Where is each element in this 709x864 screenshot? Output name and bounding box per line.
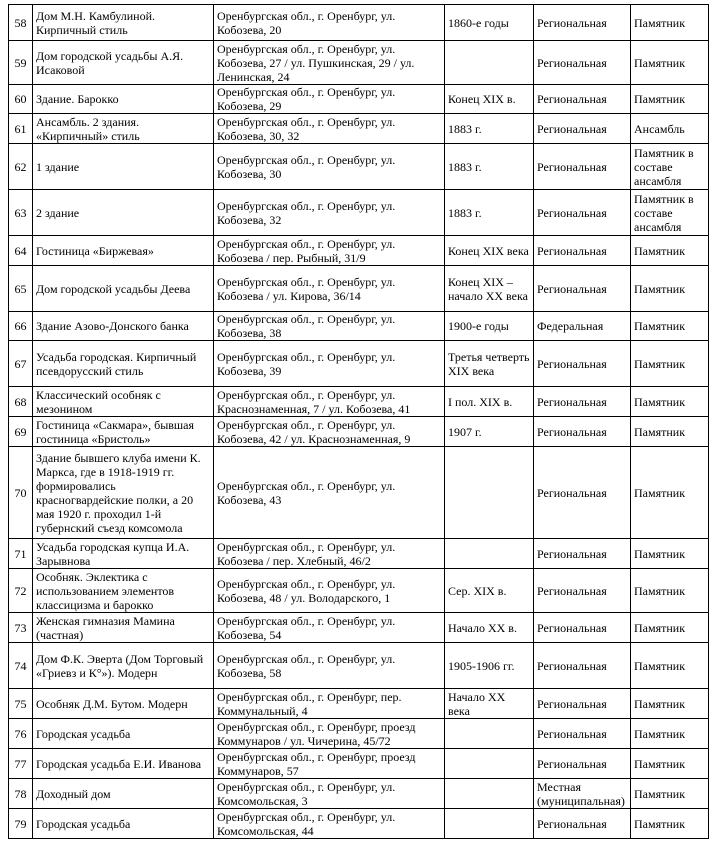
date-cell: 1860-е годы <box>445 5 534 41</box>
row-number-cell: 78 <box>9 779 33 809</box>
object-type-cell: Памятник <box>631 41 709 85</box>
object-name-cell: Особняк. Эклектика с использованием элементов классицизма и барокко <box>33 569 214 613</box>
category-cell: Региональная <box>534 417 631 447</box>
date-cell: Третья четверть XIX века <box>445 341 534 387</box>
date-cell <box>445 779 534 809</box>
table-row <box>9 85 709 114</box>
object-name-cell: Городская усадьба <box>33 719 214 749</box>
table-row <box>9 266 709 312</box>
table-row <box>9 749 709 779</box>
address-cell: Оренбургская обл., г. Оренбург, ул. Краснознаменная, 7 / ул. Кобозева, 41 <box>214 387 445 417</box>
category-cell: Региональная <box>534 144 631 190</box>
row-number-cell: 68 <box>9 387 33 417</box>
object-type-cell: Памятник <box>631 266 709 312</box>
object-type-cell: Памятник <box>631 387 709 417</box>
object-type-cell: Памятник <box>631 85 709 114</box>
table-row <box>9 387 709 417</box>
object-type-cell: Памятник <box>631 341 709 387</box>
date-cell: Конец XIX века <box>445 236 534 266</box>
address-cell: Оренбургская обл., г. Оренбург, ул. Кобозева, 30, 32 <box>214 114 445 144</box>
address-cell: Оренбургская обл., г. Оренбург, проезд Коммунаров, 57 <box>214 749 445 779</box>
object-name-cell: Особняк Д.М. Бутом. Модерн <box>33 689 214 719</box>
table-row <box>9 779 709 809</box>
object-name-cell: Ансамбль. 2 здания. «Кирпичный» стиль <box>33 114 214 144</box>
table-row <box>9 41 709 85</box>
date-cell <box>445 719 534 749</box>
date-cell: Начало XX века <box>445 689 534 719</box>
address-cell: Оренбургская обл., г. Оренбург, ул. Кобозева, 38 <box>214 312 445 341</box>
object-name-cell: Городская усадьба <box>33 809 214 839</box>
category-cell: Региональная <box>534 447 631 539</box>
row-number-cell: 72 <box>9 569 33 613</box>
table-row <box>9 809 709 839</box>
object-name-cell: Усадьба городская купца И.А. Зарывнова <box>33 539 214 569</box>
address-cell: Оренбургская обл., г. Оренбург, ул. Кобозева / пер. Рыбный, 31/9 <box>214 236 445 266</box>
object-type-cell: Памятник <box>631 779 709 809</box>
address-cell: Оренбургская обл., г. Оренбург, ул. Кобозева, 30 <box>214 144 445 190</box>
date-cell: 1883 г. <box>445 190 534 236</box>
address-cell: Оренбургская обл., г. Оренбург, ул. Кобозева, 54 <box>214 613 445 643</box>
date-cell: 1883 г. <box>445 114 534 144</box>
table-row <box>9 312 709 341</box>
category-cell: Региональная <box>534 809 631 839</box>
table-row <box>9 341 709 387</box>
address-cell: Оренбургская обл., г. Оренбург, ул. Комсомольская, 44 <box>214 809 445 839</box>
address-cell: Оренбургская обл., г. Оренбург, ул. Кобозева / ул. Кирова, 36/14 <box>214 266 445 312</box>
category-cell: Местная (муниципальная) <box>534 779 631 809</box>
object-name-cell: 2 здание <box>33 190 214 236</box>
object-name-cell: Дом Ф.К. Эверта (Дом Торговый «Гриевз и К°»). Модерн <box>33 643 214 689</box>
object-type-cell: Памятник <box>631 689 709 719</box>
category-cell: Региональная <box>534 341 631 387</box>
object-type-cell: Памятник <box>631 417 709 447</box>
object-type-cell: Ансамбль <box>631 114 709 144</box>
date-cell: 1900-е годы <box>445 312 534 341</box>
table-row <box>9 719 709 749</box>
row-number-cell: 63 <box>9 190 33 236</box>
row-number-cell: 69 <box>9 417 33 447</box>
address-cell: Оренбургская обл., г. Оренбург, ул. Кобозева, 27 / ул. Пушкинская, 29 / ул. Ленинская, 24 <box>214 41 445 85</box>
address-cell: Оренбургская обл., г. Оренбург, ул. Кобозева, 39 <box>214 341 445 387</box>
row-number-cell: 73 <box>9 613 33 643</box>
row-number-cell: 79 <box>9 809 33 839</box>
object-name-cell: Гостиница «Биржевая» <box>33 236 214 266</box>
date-cell <box>445 539 534 569</box>
category-cell: Региональная <box>534 114 631 144</box>
object-name-cell: Здание бывшего клуба имени К. Маркса, где в 1918-1919 гг. формировались красногвардейские полки, а 20 мая 1920 г. проходил 1-й губернский съезд комсомола <box>33 447 214 539</box>
object-name-cell: Доходный дом <box>33 779 214 809</box>
row-number-cell: 71 <box>9 539 33 569</box>
object-name-cell: Дом городской усадьбы А.Я. Исаковой <box>33 41 214 85</box>
object-name-cell: Дом М.Н. Камбулиной. Кирпичный стиль <box>33 5 214 41</box>
date-cell <box>445 447 534 539</box>
category-cell: Региональная <box>534 643 631 689</box>
address-cell: Оренбургская обл., г. Оренбург, ул. Кобозева, 20 <box>214 5 445 41</box>
category-cell: Региональная <box>534 613 631 643</box>
row-number-cell: 67 <box>9 341 33 387</box>
row-number-cell: 75 <box>9 689 33 719</box>
row-number-cell: 74 <box>9 643 33 689</box>
object-type-cell: Памятник <box>631 643 709 689</box>
table-row <box>9 689 709 719</box>
date-cell: I пол. XIX в. <box>445 387 534 417</box>
row-number-cell: 59 <box>9 41 33 85</box>
category-cell: Региональная <box>534 5 631 41</box>
category-cell: Региональная <box>534 236 631 266</box>
date-cell: Начало XX в. <box>445 613 534 643</box>
object-name-cell: Здание Азово-Донского банка <box>33 312 214 341</box>
category-cell: Региональная <box>534 190 631 236</box>
table-row <box>9 114 709 144</box>
row-number-cell: 77 <box>9 749 33 779</box>
table-row <box>9 144 709 190</box>
object-type-cell: Памятник <box>631 447 709 539</box>
object-type-cell: Памятник <box>631 613 709 643</box>
object-type-cell: Памятник <box>631 312 709 341</box>
object-name-cell: Классический особняк с мезонином <box>33 387 214 417</box>
object-name-cell: Гостиница «Сакмара», бывшая гостиница «Бристоль» <box>33 417 214 447</box>
table-row <box>9 447 709 539</box>
row-number-cell: 61 <box>9 114 33 144</box>
address-cell: Оренбургская обл., г. Оренбург, ул. Кобозева, 32 <box>214 190 445 236</box>
address-cell: Оренбургская обл., г. Оренбург, ул. Комсомольская, 3 <box>214 779 445 809</box>
table-row <box>9 569 709 613</box>
table-row <box>9 643 709 689</box>
category-cell: Региональная <box>534 387 631 417</box>
object-type-cell: Памятник в составе ансамбля <box>631 144 709 190</box>
category-cell: Региональная <box>534 41 631 85</box>
date-cell <box>445 41 534 85</box>
heritage-registry-table <box>8 4 709 839</box>
category-cell: Федеральная <box>534 312 631 341</box>
object-type-cell: Памятник в составе ансамбля <box>631 190 709 236</box>
address-cell: Оренбургская обл., г. Оренбург, ул. Кобозева, 48 / ул. Володарского, 1 <box>214 569 445 613</box>
date-cell <box>445 749 534 779</box>
object-type-cell: Памятник <box>631 236 709 266</box>
category-cell: Региональная <box>534 719 631 749</box>
row-number-cell: 70 <box>9 447 33 539</box>
row-number-cell: 62 <box>9 144 33 190</box>
address-cell: Оренбургская обл., г. Оренбург, ул. Кобозева, 58 <box>214 643 445 689</box>
address-cell: Оренбургская обл., г. Оренбург, проезд Коммунаров / ул. Чичерина, 45/72 <box>214 719 445 749</box>
row-number-cell: 64 <box>9 236 33 266</box>
address-cell: Оренбургская обл., г. Оренбург, ул. Кобозева, 42 / ул. Краснознаменная, 9 <box>214 417 445 447</box>
category-cell: Региональная <box>534 85 631 114</box>
row-number-cell: 60 <box>9 85 33 114</box>
category-cell: Региональная <box>534 539 631 569</box>
address-cell: Оренбургская обл., г. Оренбург, ул. Кобозева, 43 <box>214 447 445 539</box>
date-cell: Сер. XIX в. <box>445 569 534 613</box>
object-name-cell: Городская усадьба Е.И. Иванова <box>33 749 214 779</box>
table-row <box>9 613 709 643</box>
object-type-cell: Памятник <box>631 809 709 839</box>
category-cell: Региональная <box>534 569 631 613</box>
row-number-cell: 58 <box>9 5 33 41</box>
category-cell: Региональная <box>534 749 631 779</box>
object-type-cell: Памятник <box>631 569 709 613</box>
address-cell: Оренбургская обл., г. Оренбург, ул. Кобозева, 29 <box>214 85 445 114</box>
table-body <box>9 5 709 839</box>
date-cell: 1907 г. <box>445 417 534 447</box>
category-cell: Региональная <box>534 266 631 312</box>
table-row <box>9 417 709 447</box>
table-row <box>9 5 709 41</box>
date-cell <box>445 809 534 839</box>
category-cell: Региональная <box>534 689 631 719</box>
object-type-cell: Памятник <box>631 539 709 569</box>
date-cell: Конец XIX – начало XX века <box>445 266 534 312</box>
object-name-cell: 1 здание <box>33 144 214 190</box>
table-row <box>9 539 709 569</box>
object-name-cell: Здание. Барокко <box>33 85 214 114</box>
address-cell: Оренбургская обл., г. Оренбург, ул. Кобозева / пер. Хлебный, 46/2 <box>214 539 445 569</box>
row-number-cell: 76 <box>9 719 33 749</box>
object-name-cell: Дом городской усадьбы Деева <box>33 266 214 312</box>
date-cell: Конец XIX в. <box>445 85 534 114</box>
date-cell: 1905-1906 гг. <box>445 643 534 689</box>
object-type-cell: Памятник <box>631 5 709 41</box>
object-name-cell: Усадьба городская. Кирпичный псевдорусский стиль <box>33 341 214 387</box>
table-row <box>9 190 709 236</box>
date-cell: 1883 г. <box>445 144 534 190</box>
object-type-cell: Памятник <box>631 749 709 779</box>
address-cell: Оренбургская обл., г. Оренбург, пер. Коммунальный, 4 <box>214 689 445 719</box>
table-row <box>9 236 709 266</box>
object-type-cell: Памятник <box>631 719 709 749</box>
row-number-cell: 65 <box>9 266 33 312</box>
row-number-cell: 66 <box>9 312 33 341</box>
object-name-cell: Женская гимназия Мамина (частная) <box>33 613 214 643</box>
